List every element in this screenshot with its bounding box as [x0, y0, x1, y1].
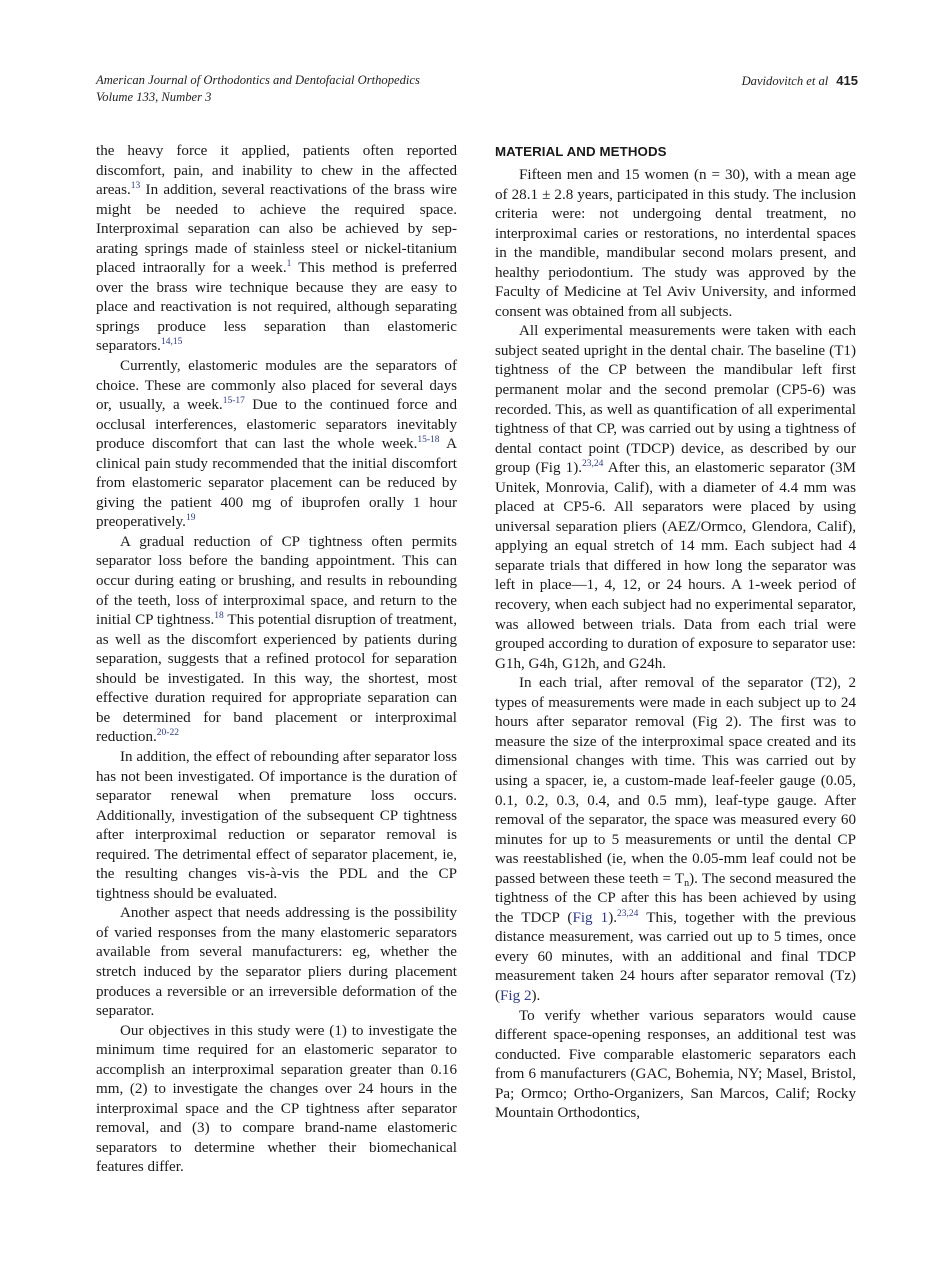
section-heading: MATERIAL AND METHODS	[495, 144, 667, 159]
left-column	[96, 142, 457, 1178]
journal-info	[96, 72, 420, 106]
paragraph: the heavy force it applied, patients often reported discomfort, pain, and inability to chew in the affected areas.$^{13}$ In addition, several reactivations of the brass wire might be needed to achieve the required space. Interproximal separation can also be achieved by separating springs made of stainless steel or nickel-titanium placed intraorally for a week.$^1$ This method is preferred over the brass wire technique because they are easy to place and reactivation is not required, although separating springs produce less separation than elastomeric separators.$^{14,15}$	[96, 143, 457, 355]
paragraph: Currently, elastomeric modules are the separators of choice. These are commonly also placed for several days or, usually, a week.$^{15-17}$ Due to the continued force and occlusal interferences, elastomeric separators inevitably produce discomfort that can last the whole week.$^{15-18}$ A clinical pain study recommended that the initial discomfort from elastomeric separator placement can be reduced by giving the patient 400 mg of ibuprofen orally 1 hour preoperatively.$^{19}$	[96, 358, 458, 531]
citation-link[interactable]: 19	[185, 513, 196, 524]
right-column	[495, 142, 856, 1124]
paragraph: Our objectives in this study were (1) to investigate the minimum time required for an elastomeric separator to accomplish an interproximal separation greater than 0.16 mm, (2) to investigate the changes over 24 hours in the interproximal space and the CP tightness after separator removal, and (3) to compare brand-name elastomeric separators to determine whether their biomechanical features differ.	[96, 1022, 457, 1176]
paragraph: A gradual reduction of CP tightness often permits separator loss before the banding appointment. This can occur during eating or brushing, and results in rebounding of the teeth, loss of interproximal space, and return to the initial CP tightness.$^{18}$ This potential disruption of treatment, as well as the discomfort experienced by patients during separation, suggests that a refined protocol for separation should be investigated. In this way, the shortest, most effective duration required for appropriate separation can be determined for band placement or interproximal reduction.$^{20-22}$	[96, 533, 458, 746]
citation-link[interactable]: 23,24	[617, 908, 639, 919]
paragraph: Another aspect that needs addressing is the possibility of varied responses from the many elastomeric separators available from several manufacturers: eg, whether the stretch induced by the separator pliers during placement produces a reversible or an irreversible deformation of the separator.	[96, 905, 457, 1020]
journal-title: American Journal of Orthodontics and Dentofacial Orthopedics	[96, 73, 420, 87]
page-number: 415	[836, 73, 858, 88]
paragraph: All experimental measurements were taken with each subject seated upright in the dental chair. The baseline (T1) tightness of the CP between the mandibular left first permanent molar and the second premolar (CP5-6) was recorded. This, as well as quantification of all experimental tightness of that CP, was carried out by using a tightness of dental contact point (TDCP) device, as described by our group (Fig 1).$^{23,24}$ After this, an elastomeric separator (3M Unitek, Monrovia, Calif), with a diameter of 4.4 mm was placed at CP5-6. All separators were placed by using universal separation pliers (AEZ/Ormco, Glendora, Calif), applying an equal stretch of 14 mm. Each subject had 4 separate trials that differed in how long the separator was left in place—1, 4, 12, or 24 hours. A 1-week period of recovery, when each subject had no experimental separator, was allowed between trials. Data from each trial were grouped according to duration of exposure to separator use: G1h, G4h, G12h, and G24h.	[495, 323, 856, 672]
author-page	[742, 72, 858, 90]
citation-link[interactable]: 15-17	[222, 396, 245, 407]
figure-link[interactable]: Fig 1	[572, 909, 609, 926]
paragraph: In addition, the effect of rebounding after separator loss has not been investigated. Of importance is the duration of separator renewal when premature loss occurs. Additionally, investigation of the subsequent CP tightness after interproximal reduction or separator removal is required. The detrimental effect of separator placement, ie, the resulting changes vis-à-vis the PDL and the CP tightness should be evaluated.	[96, 748, 457, 902]
citation-link[interactable]: 20-22	[156, 728, 179, 739]
paragraph: To verify whether various separators would cause different space-opening responses, an additional test was conducted. Five comparable elastomeric separators each from 6 manufacturers (GAC, Bohemia, NY; Masel, Bristol, Pa; Ormco; Ortho-Organizers, San Marcos, Calif; Rocky Mountain Orthodontics,	[495, 1007, 856, 1122]
citation-link[interactable]: 13	[130, 181, 141, 192]
running-authors: Davidovitch et al	[741, 74, 829, 88]
citation-link[interactable]: 15-18	[417, 435, 440, 446]
citation-link[interactable]: 1	[286, 259, 292, 270]
paragraph: Fifteen men and 15 women (n = 30), with a mean age of 28.1 ± 2.8 years, participated in this study. The inclusion criteria were: not undergoing dental treatment, no interproximal caries or restorations, no interdental spaces in the mandible, mandibular second molars present, and healthy periodontium. The study was approved by the Faculty of Medicine at Tel Aviv University, and informed consent was obtained from all subjects.	[495, 167, 856, 320]
paragraph: In each trial, after removal of the separator (T2), 2 types of measurements were made in each subject up to 24 hours after separator removal (Fig 2). The first was to measure the size of the interproximal space created and its dimensional changes with time. This was carried out by using a spacer, ie, a custom-made leaf-feeler gauge (0.05, 0.1, 0.2, 0.3, 0.4, and 0.5 mm), leaf-type gauge. After removal of the separator, the space was measured every 60 minutes for up to 5 measurements or until the dental CP was reestablished (ie, when the 0.05-mm leaf could not be passed between these teeth = $T_n$). The second measured the tightness of the CP after this has been achieved by using the TDCP (Fig 1).$^{23,24}$ This, together with the previous distance measurement, was carried out up to 5 times, once every 60 minutes, with an additional and final TDCP measurement taken 24 hours after separator removal (Tz) (Fig 2).	[495, 675, 856, 1004]
journal-volume: Volume 133, Number 3	[96, 90, 212, 104]
figure-link[interactable]: Fig 2	[500, 987, 532, 1004]
citation-link[interactable]: 14,15	[160, 337, 183, 348]
citation-link[interactable]: 18	[214, 611, 224, 622]
citation-link[interactable]: 23,24	[582, 459, 604, 470]
